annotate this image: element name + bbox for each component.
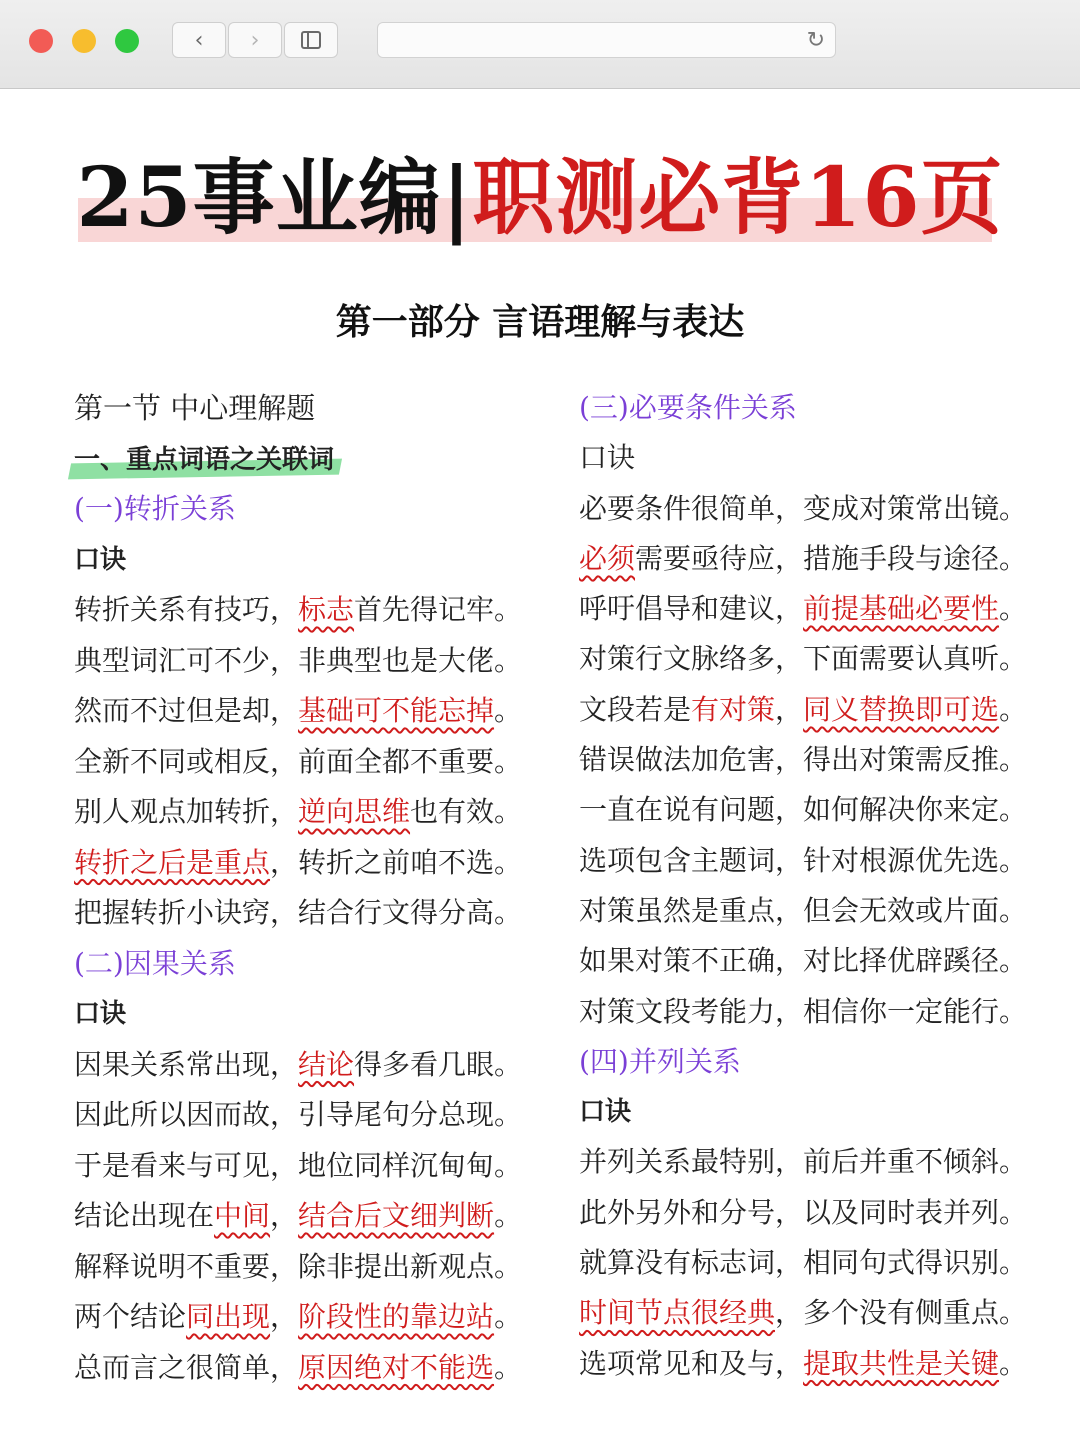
title-block bbox=[0, 148, 1080, 258]
sidebar-toggle-button[interactable] bbox=[284, 22, 338, 58]
text: 把握转折小诀窍，结合行文得分高。 bbox=[74, 896, 523, 929]
text: 得多看几眼。 bbox=[354, 1047, 523, 1081]
text: 此外另外和分号，以及同时表并列。 bbox=[579, 1195, 1028, 1229]
verse-line bbox=[74, 1090, 534, 1141]
subsection-title: (一)转折关系 bbox=[74, 492, 236, 525]
text: 。 bbox=[999, 592, 1028, 626]
emphasis: 逆向思维 bbox=[298, 795, 411, 828]
minimize-window-button[interactable] bbox=[72, 29, 96, 53]
verse-line bbox=[74, 737, 534, 788]
verse-line bbox=[74, 1242, 534, 1293]
verse-line bbox=[74, 888, 534, 939]
text: 对策行文脉络多，下面需要认真听。 bbox=[579, 642, 1028, 676]
emphasis: 同出现 bbox=[186, 1300, 271, 1333]
address-bar[interactable] bbox=[377, 22, 836, 58]
text: 对策虽然是重点，但会无效或片面。 bbox=[579, 893, 1028, 927]
verse-line bbox=[579, 1137, 1049, 1187]
text: 呼吁倡导和建议， bbox=[579, 592, 804, 626]
back-button[interactable] bbox=[172, 22, 226, 58]
verse-line bbox=[74, 1292, 534, 1343]
verse-line bbox=[579, 534, 1049, 584]
part-title: 第一部分 言语理解与表达 bbox=[335, 301, 745, 343]
browser-toolbar bbox=[0, 0, 1080, 89]
verse-line bbox=[74, 838, 534, 889]
title-separator: | bbox=[441, 150, 473, 246]
text: 需要亟待应，措施手段与途径。 bbox=[635, 541, 1028, 575]
text: 解释说明不重要，除非提出新观点。 bbox=[74, 1249, 523, 1283]
verse-line bbox=[579, 886, 1049, 936]
red-text: 有对策 bbox=[691, 692, 776, 726]
text: ， bbox=[270, 1300, 299, 1333]
reload-icon[interactable]: ↻ bbox=[806, 28, 825, 53]
emphasis: 原因绝对不能选 bbox=[298, 1350, 495, 1384]
chevron-right-icon: › bbox=[250, 27, 260, 53]
verse-line bbox=[579, 836, 1049, 886]
verse-line bbox=[579, 584, 1049, 634]
verse-line bbox=[74, 1040, 534, 1091]
text: 别人观点加转折， bbox=[74, 795, 299, 828]
verse-line bbox=[579, 634, 1049, 684]
text: ， bbox=[775, 692, 804, 726]
verse-line bbox=[579, 1339, 1049, 1389]
emphasis: 结合后文细判断 bbox=[298, 1199, 495, 1232]
text: 。 bbox=[494, 1300, 523, 1333]
text: 结论出现在 bbox=[74, 1199, 215, 1232]
emphasis: 中间 bbox=[214, 1199, 271, 1232]
emphasis: 同义替换即可选 bbox=[803, 692, 1000, 726]
text: 。 bbox=[494, 1350, 523, 1384]
verse-line bbox=[74, 636, 534, 687]
verse-line bbox=[579, 1238, 1049, 1288]
verse-line bbox=[579, 936, 1049, 986]
text: 因果关系常出现， bbox=[74, 1047, 299, 1081]
text: 。 bbox=[999, 692, 1028, 726]
mnemonic-label-plain: 口诀 bbox=[579, 441, 636, 475]
section-title: 第一节 中心理解题 bbox=[74, 391, 316, 425]
maximize-window-button[interactable] bbox=[115, 29, 139, 53]
chevron-left-icon: ‹ bbox=[194, 27, 204, 53]
forward-button[interactable] bbox=[228, 22, 282, 58]
text: 错误做法加危害，得出对策需反推。 bbox=[579, 743, 1028, 777]
emphasis: 阶段性的靠边站 bbox=[298, 1300, 495, 1333]
text: 对策文段考能力，相信你一定能行。 bbox=[579, 994, 1028, 1028]
text: 转折关系有技巧， bbox=[74, 593, 299, 626]
verse-line bbox=[579, 1288, 1049, 1338]
text: 选项包含主题词，针对根源优先选。 bbox=[579, 843, 1028, 877]
verse-line bbox=[579, 785, 1049, 835]
verse-line bbox=[74, 686, 534, 737]
emphasis: 前提基础必要性 bbox=[803, 592, 1000, 626]
mnemonic-label: 口诀 bbox=[579, 1097, 632, 1128]
emphasis: 基础可不能忘掉 bbox=[298, 694, 495, 727]
text: 两个结论 bbox=[74, 1300, 187, 1333]
text: 就算没有标志词，相同句式得识别。 bbox=[579, 1246, 1028, 1280]
text: 选项常见和及与， bbox=[579, 1346, 804, 1380]
verse-line bbox=[579, 484, 1049, 534]
sidebar-icon bbox=[301, 31, 321, 49]
topic-heading-text: 一、重点词语之关联词 bbox=[74, 444, 335, 475]
emphasis: 必须 bbox=[579, 541, 636, 575]
emphasis: 时间节点很经典 bbox=[579, 1296, 776, 1330]
text: 如果对策不正确，对比择优辟蹊径。 bbox=[579, 944, 1028, 978]
text: 必要条件很简单，变成对策常出镜。 bbox=[579, 491, 1028, 525]
text: 全新不同或相反，前面全都不重要。 bbox=[74, 744, 523, 778]
verse-line bbox=[579, 1188, 1049, 1238]
verse-line bbox=[74, 1343, 534, 1394]
verse-line bbox=[579, 735, 1049, 785]
emphasis: 标志 bbox=[298, 593, 355, 626]
left-column bbox=[74, 383, 534, 1393]
text: 然而不过但是却， bbox=[74, 694, 299, 727]
title-black-part: 25事业编 bbox=[76, 150, 442, 246]
text: 文段若是 bbox=[579, 692, 692, 726]
text: ，多个没有侧重点。 bbox=[775, 1296, 1028, 1330]
close-window-button[interactable] bbox=[29, 29, 53, 53]
title-red-part: 职测必背16页 bbox=[472, 150, 1004, 246]
verse-line bbox=[74, 585, 534, 636]
verse-line bbox=[74, 1141, 534, 1192]
text: 。 bbox=[999, 1346, 1028, 1380]
text: 。 bbox=[494, 1199, 523, 1232]
text: ， bbox=[270, 1199, 299, 1232]
page-title bbox=[0, 148, 1080, 248]
mnemonic-label: 口诀 bbox=[74, 544, 127, 575]
text: ，转折之前咱不选。 bbox=[270, 845, 523, 879]
text: 首先得记牢。 bbox=[354, 593, 523, 626]
mnemonic-label: 口诀 bbox=[74, 999, 127, 1029]
subsection-title: (二)因果关系 bbox=[74, 946, 236, 980]
text: 。 bbox=[494, 694, 523, 727]
verse-line bbox=[579, 685, 1049, 735]
topic-heading bbox=[74, 435, 334, 486]
text: 典型词汇可不少，非典型也是大佬。 bbox=[74, 643, 523, 677]
emphasis: 提取共性是关键 bbox=[803, 1346, 1000, 1380]
text: 于是看来与可见，地位同样沉甸甸。 bbox=[74, 1148, 523, 1182]
text: 一直在说有问题，如何解决你来定。 bbox=[579, 793, 1028, 827]
text: 因此所以因而故，引导尾句分总现。 bbox=[74, 1098, 523, 1131]
subsection-title: (四)并列关系 bbox=[579, 1044, 741, 1078]
verse-line bbox=[579, 987, 1049, 1037]
verse-line bbox=[74, 1191, 534, 1242]
right-column bbox=[579, 383, 1049, 1389]
subsection-title: (三)必要条件关系 bbox=[579, 391, 797, 424]
text: 也有效。 bbox=[410, 795, 523, 828]
text: 并列关系最特别，前后并重不倾斜。 bbox=[579, 1145, 1028, 1179]
text: 总而言之很简单， bbox=[74, 1350, 299, 1384]
emphasis: 转折之后是重点 bbox=[74, 845, 271, 879]
verse-line bbox=[74, 787, 534, 838]
emphasis: 结论 bbox=[298, 1047, 355, 1081]
